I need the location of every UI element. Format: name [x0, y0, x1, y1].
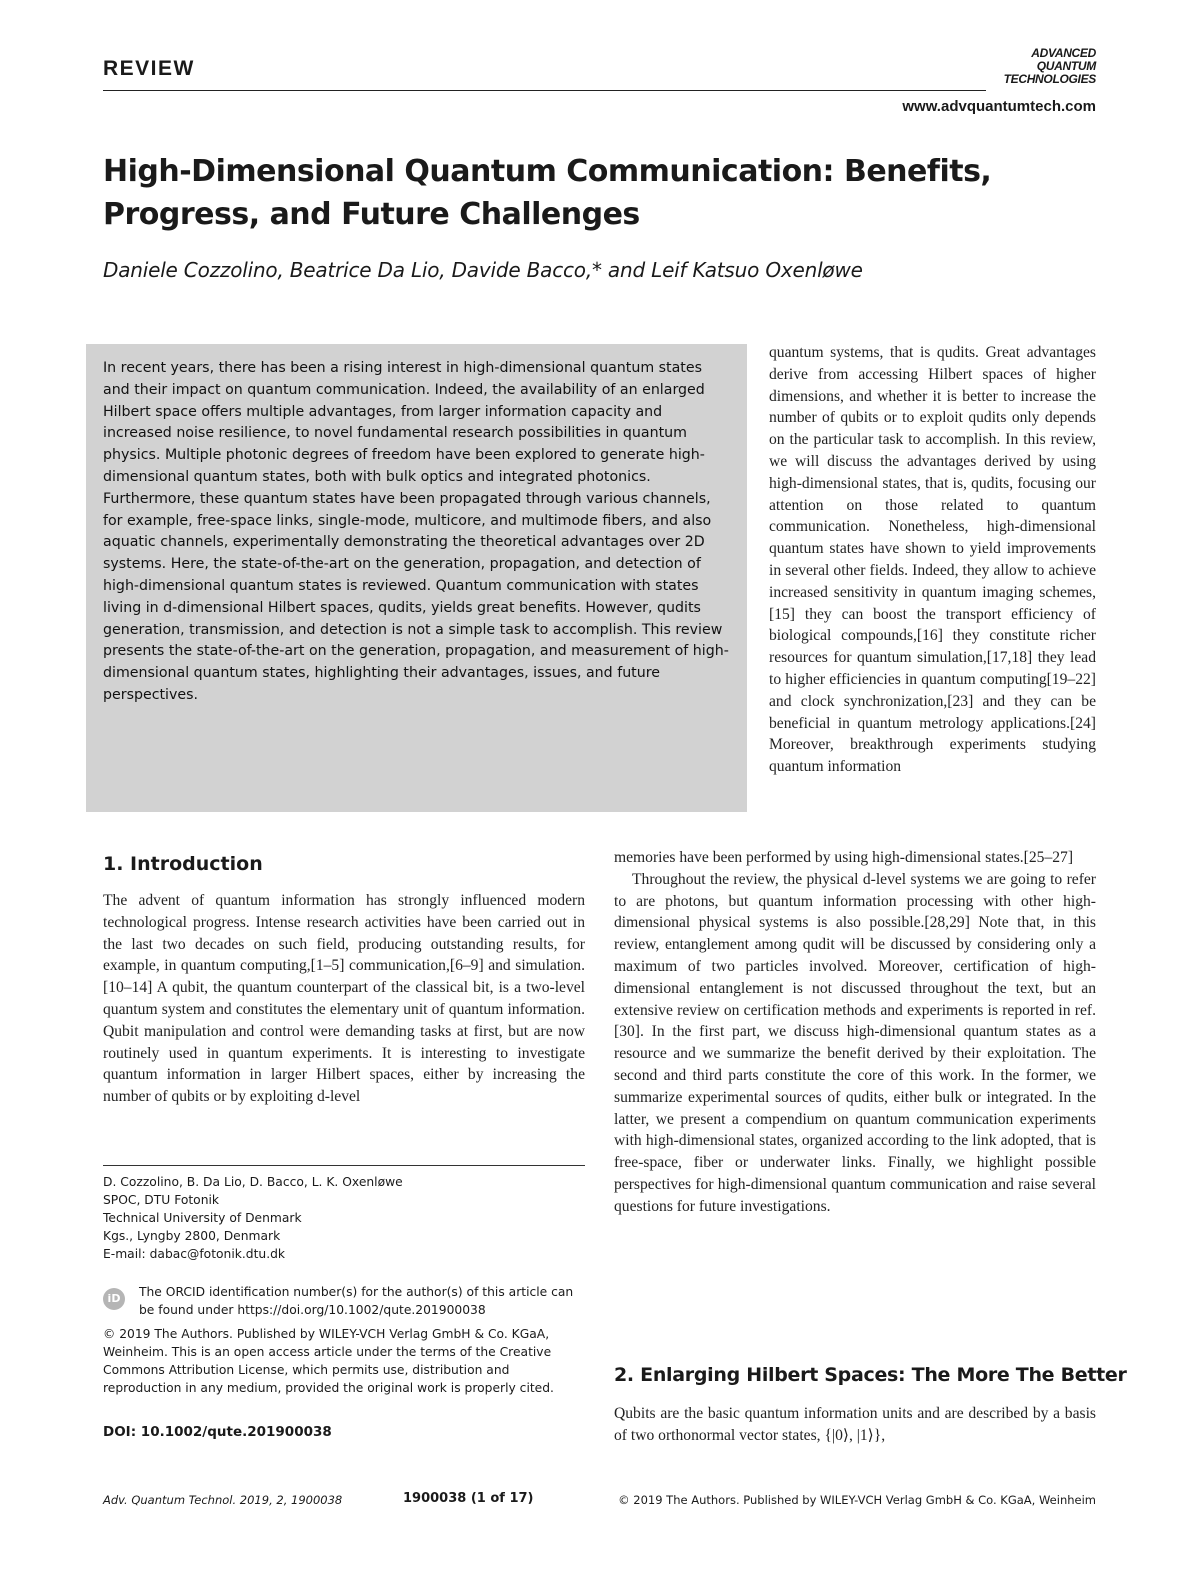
article-title: High-Dimensional Quantum Communication: Benefits, Progress, and Future Challenges — [103, 154, 992, 232]
footer-copyright: © 2019 The Authors. Published by WILEY-VCH Verlag GmbH & Co. KGaA, Weinheim — [618, 1493, 1096, 1507]
section-heading-enlarging-hilbert-spaces: 2. Enlarging Hilbert Spaces: The More The Better — [614, 1364, 1127, 1386]
abstract-box — [86, 344, 747, 812]
affiliation-line: SPOC, DTU Fotonik — [103, 1193, 220, 1207]
affiliation-email[interactable]: E-mail: dabac@fotonik.dtu.dk — [103, 1247, 286, 1261]
intro-side-column: quantum systems, that is qudits. Great advantages derive from accessing Hilbert spaces of higher dimensions, and whether it is better to increase the number of qubits or to exploit qudits only depends on the particular task to accomplish. In this review, we will discuss the advantages derived by using high-dimensional states, that is, qudits, focusing our attention on those related to quantum communication. Nonetheless, high-dimensional quantum states have shown to yield improvements in several other fields. Indeed, they allow to achieve increased sensitivity in quantum imaging schemes,[15] they can boost the transport efficiency of biological compounds,[16] they constitute richer resources for quantum simulation,[17,18] they lead to higher efficiencies in quantum computing[19–22] and clock synchronization,[23] and they can be beneficial in quantum metrology applications.[24] Moreover, breakthrough experiments studying quantum information — [769, 344, 1096, 776]
right-column — [614, 847, 1096, 1218]
journal-logo — [988, 47, 1096, 86]
footer-citation: Adv. Quantum Technol. 2019, 2, 1900038 — [103, 1493, 343, 1507]
affiliation-line: Technical University of Denmark — [103, 1211, 302, 1225]
affiliation-line: Kgs., Lyngby 2800, Denmark — [103, 1229, 281, 1243]
affiliation-line: D. Cozzolino, B. Da Lio, D. Bacco, L. K. Oxenløwe — [103, 1175, 403, 1189]
section-label: REVIEW — [103, 57, 195, 80]
license-note: © 2019 The Authors. Published by WILEY-VCH Verlag GmbH & Co. KGaA, Weinheim. This is an open access article under the terms of the Creative Commons Attribution License, which permits use, distribution and reproduction in any medium, provided the original work is properly cited. — [103, 1327, 554, 1395]
section-heading-introduction: 1. Introduction — [103, 853, 263, 875]
affiliation-block — [103, 1173, 585, 1263]
footnote-rule — [103, 1165, 585, 1166]
right-column-paragraph-1: memories have been performed by using high-dimensional states.[25–27] — [614, 849, 1074, 866]
intro-paragraph: The advent of quantum information has strongly influenced modern technological progress. Intense research activities have been carried out in the last two decades on such field, producing outstanding results, for example, in quantum computing,[1–5] communication,[6–9] and simulation.[10–14] A qubit, the quantum counterpart of the classical bit, is a two-level quantum system and constitutes the elementary unit of quantum information. Qubit manipulation and control were demanding tasks at first, but are now routinely used in quantum experiments. It is interesting to investigate quantum information in larger Hilbert spaces, either by increasing the number of qubits or by exploiting d-level — [103, 892, 585, 1106]
journal-website-link[interactable]: www.advquantumtech.com — [902, 98, 1096, 115]
header-rule — [103, 90, 986, 91]
author-list: Daniele Cozzolino, Beatrice Da Lio, Davide Bacco,* and Leif Katsuo Oxenløwe — [103, 258, 863, 282]
abstract-text: In recent years, there has been a rising interest in high-dimensional quantum states and their impact on quantum communication. Indeed, the availability of an enlarged Hilbert space offers multiple advantages, from larger information capacity and increased noise resilience, to novel fundamental research possibilities in quantum physics. Multiple photonic degrees of freedom have been explored to generate high-dimensional quantum states, both with bulk optics and integrated photonics. Furthermore, these quantum states have been propagated through various channels, for example, free-space links, single-mode, multicore, and multimode fibers, and also aquatic channels, experimentally demonstrating the theoretical advantages over 2D systems. Here, the state-of-the-art on the generation, propagation, and detection of high-dimensional quantum states is reviewed. Quantum communication with states living in d-dimensional Hilbert spaces, qudits, yields great benefits. However, qudits generation, transmission, and detection is not a simple task to accomplish. This review presents the state-of-the-art on the generation, propagation, and measurement of high-dimensional quantum states, highlighting their advantages, issues, and future perspectives. — [103, 360, 729, 703]
orcid-icon: iD — [103, 1288, 125, 1310]
doi-link[interactable]: DOI: 10.1002/qute.201900038 — [103, 1424, 332, 1440]
section2-paragraph: Qubits are the basic quantum information units and are described by a basis of two orthonormal vector states, {|0⟩, |1⟩}, — [614, 1405, 1096, 1444]
logo-line-1: ADVANCED — [988, 47, 1096, 60]
logo-line-3: TECHNOLOGIES — [988, 73, 1096, 86]
footer-page-number: 1900038 (1 of 17) — [403, 1491, 534, 1506]
logo-line-2: QUANTUM — [988, 60, 1096, 73]
orcid-note: The ORCID identification number(s) for the author(s) of this article can be found under https://doi.org/10.1002/qute.201900038 — [139, 1285, 574, 1317]
right-column-paragraph-2: Throughout the review, the physical d-level systems we are going to refer to are photons, but quantum information processing with other high-dimensional physical systems is also possible.[28,29] Note that, in this review, entanglement among qudit will be discussed by considering only a maximum of two particles involved. Moreover, certification of high-dimensional entanglement is not discussed throughout the text, but an extensive review on certification methods and experiments is reported in ref. [30]. In the first part, we discuss high-dimensional quantum states as a resource and we summarize the benefit derived by their exploitation. The second and third parts constitute the core of this work. In the former, we summarize experimental sources of qudits, either bulk or integrated. In the latter, we present a compendium on quantum communication experiments with high-dimensional states, organized according to the link adopted, that is free-space, fiber or underwater links. Finally, we highlight possible perspectives for high-dimensional quantum communication and raise several questions for future investigations. — [614, 870, 1096, 1215]
